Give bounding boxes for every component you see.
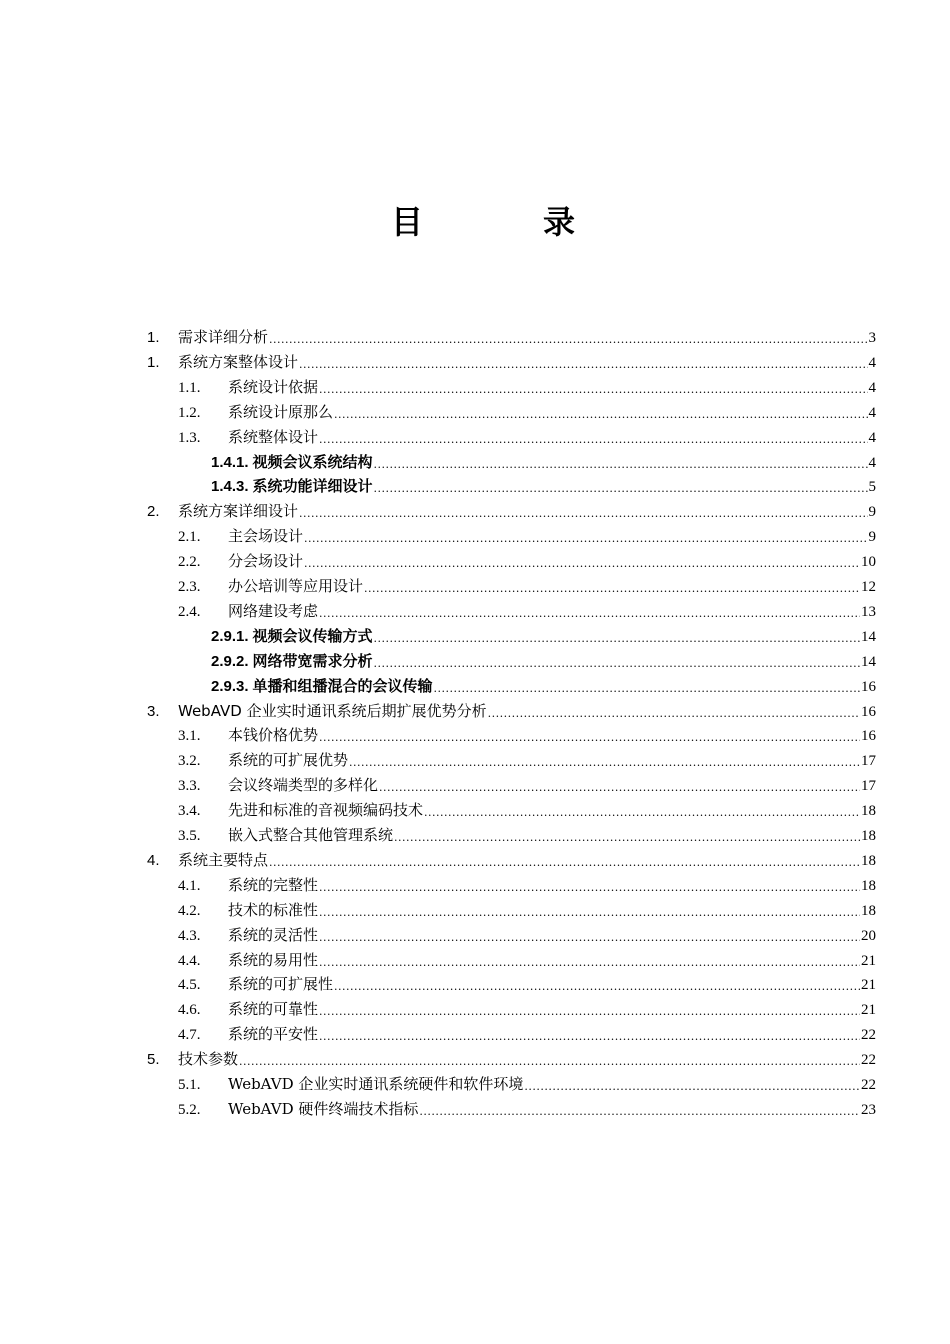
toc-entry-page-number: 22 (861, 1027, 876, 1044)
toc-entry-title: WebAVD 企业实时通讯系统硬件和软件环境 (228, 1075, 524, 1093)
toc-entry-page-number: 23 (861, 1101, 876, 1118)
toc-dot-leader (319, 431, 867, 449)
toc-entry-number: 3.2. (178, 753, 201, 770)
toc-dot-leader (319, 929, 860, 947)
toc-entry-title: 系统的可扩展性 (228, 975, 334, 994)
toc-entry-number: 3.3. (178, 778, 201, 795)
toc-entry-title: 主会场设计 (228, 527, 304, 546)
toc-entry-title: 分会场设计 (228, 552, 304, 571)
toc-entry-page-number: 9 (868, 529, 876, 546)
toc-entry-number: 2.1. (178, 529, 201, 546)
toc-entry-number: 1.1. (178, 379, 201, 396)
toc-entry-number: 2.9.1. (211, 627, 249, 645)
toc-entry-title: 技术参数 (178, 1050, 239, 1069)
toc-dot-leader (334, 406, 867, 424)
toc-entry-page-number: 16 (861, 678, 876, 695)
toc-dot-leader (299, 505, 867, 523)
toc-entry[interactable] (178, 375, 876, 399)
toc-entry[interactable] (178, 1097, 876, 1121)
toc-entry[interactable] (147, 699, 876, 723)
toc-dot-leader (379, 779, 860, 797)
toc-entry-page-number: 21 (861, 1002, 876, 1019)
toc-dot-leader (319, 954, 860, 972)
toc-entry-title: 单播和组播混合的会议传输 (252, 676, 433, 695)
toc-entry[interactable] (147, 1047, 876, 1071)
toc-entry-page-number: 21 (861, 977, 876, 994)
toc-entry-page-number: 16 (861, 728, 876, 745)
toc-dot-leader (319, 904, 860, 922)
toc-entry-title: 视频会议系统结构 (252, 452, 373, 471)
toc-entry-title: 视频会议传输方式 (252, 626, 373, 645)
toc-entry[interactable] (178, 798, 876, 822)
toc-entry-title: 系统整体设计 (228, 427, 319, 446)
toc-entry-number: 2.9.2. (211, 652, 249, 670)
toc-entry[interactable] (211, 474, 876, 498)
toc-entry-page-number: 18 (861, 902, 876, 919)
toc-entry-page-number: 9 (868, 504, 876, 521)
toc-entry-title: 系统方案整体设计 (178, 352, 299, 371)
toc-entry-number: 5.2. (178, 1101, 201, 1118)
toc-entry-page-number: 5 (868, 479, 876, 496)
toc-entry-title: 本钱价格优势 (228, 726, 319, 745)
toc-dot-leader (319, 381, 867, 399)
toc-entry-number: 3.4. (178, 803, 201, 820)
toc-entry-number: 2.3. (178, 579, 201, 595)
toc-entry-number: 5.1. (178, 1077, 201, 1093)
toc-dot-leader (304, 530, 867, 548)
toc-dot-leader (374, 655, 860, 673)
toc-entry-title: 网络带宽需求分析 (252, 651, 373, 670)
toc-dot-leader (488, 705, 860, 723)
toc-dot-leader (269, 331, 867, 349)
toc-entry-page-number: 18 (861, 877, 876, 894)
toc-entry-page-number: 20 (861, 927, 876, 944)
toc-dot-leader (364, 580, 860, 598)
toc-entry[interactable] (178, 599, 876, 623)
toc-entry[interactable] (178, 549, 876, 573)
toc-entry-page-number: 13 (861, 603, 876, 620)
toc-entry-number: 4.6. (178, 1002, 201, 1019)
toc-entry[interactable] (211, 674, 876, 698)
toc-dot-leader (319, 729, 860, 747)
toc-entry-title: WebAVD 企业实时通讯系统后期扩展优势分析 (178, 701, 487, 720)
toc-entry[interactable] (178, 823, 876, 847)
toc-dot-leader (419, 1103, 860, 1121)
toc-entry-number: 4.5. (178, 977, 201, 994)
toc-entry-title: 会议终端类型的多样化 (228, 776, 379, 795)
toc-dot-leader (319, 605, 860, 623)
toc-entry[interactable] (178, 898, 876, 922)
toc-entry-number: 1.4.1. (211, 453, 249, 471)
toc-entry-title: 需求详细分析 (178, 328, 269, 346)
toc-entry-title: 先进和标准的音视频编码技术 (228, 801, 424, 820)
toc-entry-number: 4.7. (178, 1027, 201, 1044)
toc-entry-number: 4.2. (178, 902, 201, 919)
toc-dot-leader (424, 804, 860, 822)
toc-entry-title: 办公培训等应用设计 (228, 577, 364, 595)
toc-entry-page-number: 21 (861, 952, 876, 969)
toc-entry-title: 系统方案详细设计 (178, 502, 299, 521)
toc-entry-page-number: 17 (861, 778, 876, 795)
toc-entry[interactable] (178, 574, 876, 598)
toc-entry-title: 系统的完整性 (228, 875, 319, 894)
toc-dot-leader (394, 829, 860, 847)
toc-entry-page-number: 3 (868, 330, 876, 346)
toc-dot-leader (349, 754, 860, 772)
toc-entry-number: 1.2. (178, 404, 201, 421)
toc-dot-leader (524, 1078, 860, 1096)
toc-entry-number: 3. (147, 702, 160, 720)
toc-entry-number: 4.1. (178, 877, 201, 894)
toc-entry[interactable] (178, 873, 876, 897)
toc-entry-page-number: 4 (868, 404, 876, 421)
toc-entry-number: 1. (147, 353, 160, 371)
toc-entry-title: 系统功能详细设计 (252, 477, 373, 496)
toc-dot-leader (374, 630, 860, 648)
toc-entry-page-number: 14 (861, 653, 876, 670)
toc-entry[interactable] (178, 948, 876, 972)
toc-entry-number: 2.2. (178, 554, 201, 571)
toc-dot-leader (239, 1053, 860, 1071)
toc-dot-leader (319, 1003, 860, 1021)
toc-entry-title: 系统的可靠性 (228, 1000, 319, 1019)
toc-dot-leader (269, 854, 860, 872)
toc-entry[interactable] (147, 325, 876, 349)
toc-entry[interactable] (178, 425, 876, 449)
toc-entry[interactable] (178, 997, 876, 1021)
toc-entry[interactable] (178, 773, 876, 797)
toc-entry-page-number: 18 (861, 803, 876, 820)
toc-entry-number: 2. (147, 503, 160, 521)
toc-entry-number: 4.4. (178, 952, 201, 969)
toc-dot-leader (319, 879, 860, 897)
toc-entry[interactable] (178, 1072, 876, 1096)
toc-dot-leader (319, 1028, 860, 1046)
toc-entry-number: 4. (147, 851, 160, 869)
toc-entry[interactable] (211, 450, 876, 474)
toc-entry[interactable] (178, 723, 876, 747)
toc-entry-title: 嵌入式整合其他管理系统 (228, 826, 394, 844)
toc-entry-title: 网络建设考虑 (228, 601, 319, 620)
toc-entry[interactable] (211, 649, 876, 673)
toc-entry-number: 2.4. (178, 603, 201, 620)
toc-entry-page-number: 16 (861, 703, 876, 720)
toc-entry[interactable] (178, 1022, 876, 1046)
toc-entry-page-number: 10 (861, 554, 876, 571)
toc-entry[interactable] (178, 923, 876, 947)
toc-entry-title: 技术的标准性 (228, 900, 319, 919)
toc-entry-title: 系统设计原那么 (228, 402, 334, 421)
toc-entry-number: 5. (147, 1051, 160, 1069)
toc-entry-page-number: 22 (861, 1077, 876, 1093)
toc-entry-page-number: 12 (861, 579, 876, 595)
toc-dot-leader (434, 680, 860, 698)
toc-entry-number: 1. (147, 329, 160, 346)
toc-entry[interactable] (211, 624, 876, 648)
toc-entry[interactable] (178, 400, 876, 424)
toc-entry-page-number: 4 (868, 354, 876, 371)
toc-entry[interactable] (178, 524, 876, 548)
toc-entry-page-number: 18 (861, 828, 876, 844)
toc-entry-page-number: 14 (861, 628, 876, 645)
toc-entry-page-number: 22 (861, 1052, 876, 1069)
toc-entry-title: WebAVD 硬件终端技术指标 (228, 1099, 419, 1118)
toc-dot-leader (374, 480, 868, 498)
toc-entry-number: 3.1. (178, 728, 201, 745)
toc-entry-number: 1.3. (178, 429, 201, 446)
toc-entry-number: 1.4.3. (211, 478, 249, 496)
toc-entry-page-number: 4 (868, 429, 876, 446)
toc-entry-title: 系统的可扩展优势 (228, 751, 349, 770)
toc-entry-title: 系统主要特点 (178, 850, 269, 869)
toc-entry[interactable] (147, 499, 876, 523)
toc-entry-number: 4.3. (178, 927, 201, 944)
toc-entry-title: 系统的平安性 (228, 1025, 319, 1044)
toc-entry-page-number: 17 (861, 753, 876, 770)
toc-entry[interactable] (178, 972, 876, 996)
toc-entry-number: 3.5. (178, 828, 201, 844)
toc-entry-title: 系统设计依据 (228, 377, 319, 396)
toc-entry-title: 系统的灵活性 (228, 925, 319, 944)
toc-dot-leader (299, 356, 867, 374)
toc-entry-title: 系统的易用性 (228, 950, 319, 969)
toc-entry-page-number: 4 (868, 379, 876, 396)
page-title: 目 录 (390, 203, 619, 241)
toc-entry-page-number: 18 (861, 852, 876, 869)
toc-entry[interactable] (178, 748, 876, 772)
toc-dot-leader (304, 555, 860, 573)
toc-entry-page-number: 4 (868, 454, 876, 471)
toc-dot-leader (334, 978, 860, 996)
toc-dot-leader (374, 456, 868, 474)
toc-entry-number: 2.9.3. (211, 677, 249, 695)
toc-entry[interactable] (147, 848, 876, 872)
toc-entry[interactable] (147, 350, 876, 374)
